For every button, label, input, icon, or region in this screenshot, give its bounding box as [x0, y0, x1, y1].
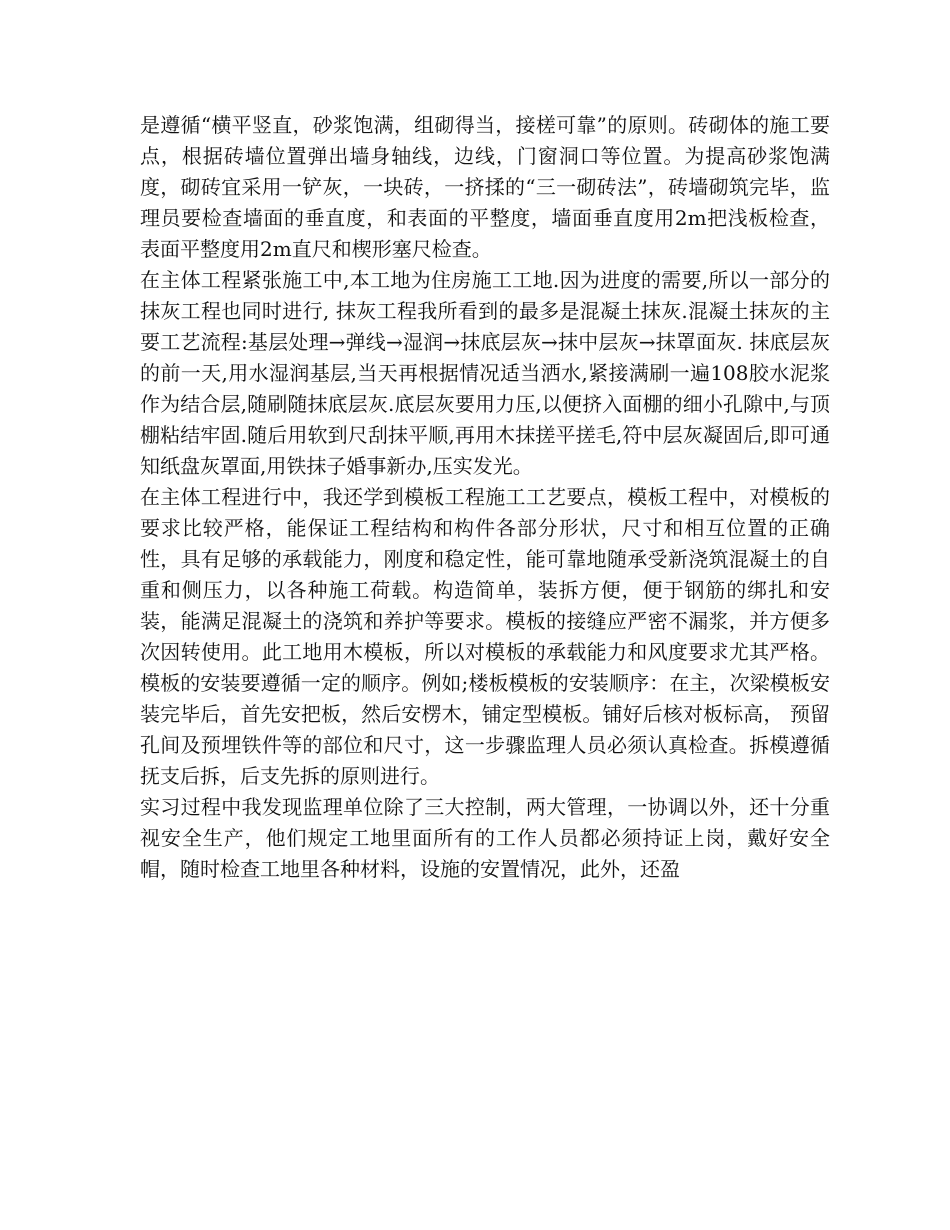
paragraph-plastering: 在主体工程紧张施工中,本工地为住房施工工地.因为进度的需要,所以一部分的抹灰工程也同时进行, 抹灰工程我所看到的最多是混凝土抹灰.混凝土抹灰的主要工艺流程:基层处理→弹线→湿润→抹底层灰→抹中层灰→抹罩面灰. 抹底层灰的前一天,用水湿润基层,当天再根据情况适当洒水,紧接满刷一遍108胶水泥浆作为结合层,随刷随抹底层灰.底层灰要用力压,以便挤入面棚的细小孔隙中,与顶棚粘结牢固.随后用软到尺刮抹平顺,再用木抹搓平搓毛,符中层灰凝固后,即可通知纸盘灰罩面,用铁抹子婚事新办,压实发光。 — [140, 268, 830, 478]
document-page — [140, 110, 830, 885]
paragraph-safety: 实习过程中我发现监理单位除了三大控制，两大管理，一协调以外，还十分重视安全生产，他们规定工地里面所有的工作人员都必须持证上岗，戴好安全帽，随时检查工地里各种材料，设施的安置情况，此外，还盈 — [140, 795, 830, 881]
paragraph-formwork: 在主体工程进行中，我还学到模板工程施工工艺要点，模板工程中，对模板的要求比较严格，能保证工程结构和构件各部分形状，尺寸和相互位置的正确性，具有足够的承载能力，刚度和稳定性，能可靠地随承受新浇筑混凝土的自重和侧压力，以各种施工荷载。构造简单，装拆方便，便于钢筋的绑扎和安装，能满足混凝土的浇筑和养护等要求。模板的接缝应严密不漏浆，并方便多次因转使用。此工地用木模板，所以对模板的承载能力和风度要求尤其严格。模板的安装要遵循一定的顺序。例如;楼板模板的安装顺序：在主，次梁模板安装完毕后，首先安把板，然后安楞木，铺定型模板。铺好后核对板标高， 预留孔间及预埋铁件等的部位和尺寸，这一步骤监理人员必须认真检查。拆模遵循抚支后拆，后支先拆的原则进行。 — [140, 485, 830, 788]
paragraph-masonry: 是遵循“横平竖直，砂浆饱满，组砌得当，接槎可靠”的原则。砖砌体的施工要点，根据砖墙位置弹出墙身轴线，边线，门窗洞口等位置。为提高砂浆饱满度，砌砖宜采用一铲灰，一块砖，一挤揉的“三一砌砖法”，砖墙砌筑完毕，监理员要检查墙面的垂直度，和表面的平整度，墙面垂直度用2m把浅板检查，表面平整度用2m直尺和楔形塞尺检查。 — [140, 113, 830, 261]
